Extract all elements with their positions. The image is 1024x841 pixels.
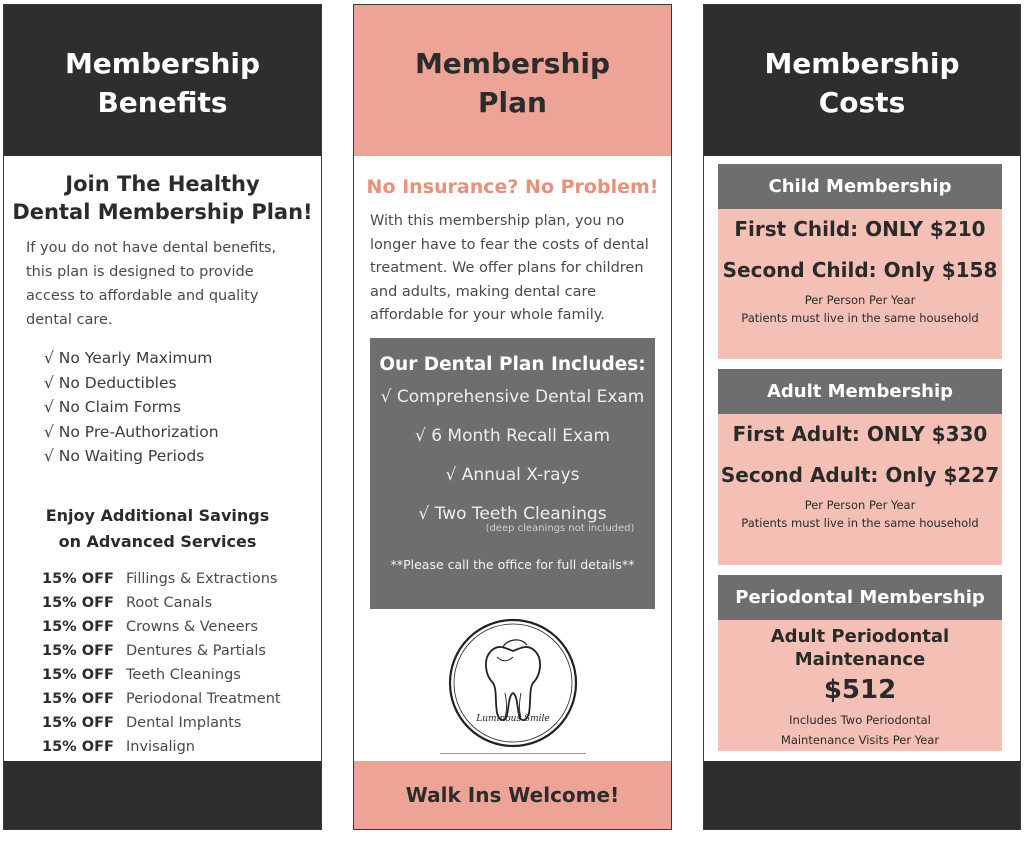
plan-tagline: No Insurance? No Problem!: [366, 176, 659, 198]
discount-label: 15% OFF: [42, 666, 114, 683]
benefits-header-title: Membership Benefits: [64, 46, 261, 119]
service-name: Crowns & Veneers: [126, 618, 259, 635]
call-note: **Please call the office for full details**: [390, 556, 635, 572]
child-note-household: Patients must live in the same household: [741, 311, 979, 325]
savings-row: [42, 663, 321, 687]
discount-label: 15% OFF: [42, 738, 114, 755]
savings-list: [4, 555, 321, 759]
savings-row: [42, 567, 321, 591]
first-adult-price: First Adult: ONLY $330: [732, 422, 988, 446]
periodontal-membership-card: [718, 575, 1002, 751]
adult-membership-card: [718, 369, 1002, 565]
second-adult-price: Second Adult: Only $227: [720, 463, 1000, 487]
benefits-panel: [3, 4, 322, 830]
check-item: √ No Yearly Maximum: [44, 349, 213, 367]
savings-row: [42, 687, 321, 711]
discount-label: 15% OFF: [42, 714, 114, 731]
savings-title-line2: on Advanced Services: [58, 531, 257, 551]
savings-row: [42, 591, 321, 615]
savings-row: [42, 735, 321, 759]
periodontal-subtitle: [718, 625, 1002, 671]
savings-title: [4, 503, 321, 555]
service-name: Invisalign: [126, 738, 195, 755]
service-name: Dentures & Partials: [126, 642, 266, 659]
discount-label: 15% OFF: [42, 642, 114, 659]
benefits-footer: [4, 761, 321, 829]
savings-row: [42, 615, 321, 639]
savings-row: [42, 639, 321, 663]
benefits-title: [4, 170, 321, 226]
plan-include-item: √ 6 Month Recall Exam: [414, 425, 611, 446]
plan-includes-box: [370, 338, 655, 609]
service-name: Root Canals: [126, 594, 213, 611]
discount-label: 15% OFF: [42, 594, 114, 611]
plan-header: [354, 5, 671, 156]
check-item: √ No Pre-Authorization: [44, 422, 219, 441]
adult-membership-title: Adult Membership: [718, 369, 1002, 414]
plan-footer: [354, 761, 671, 829]
periodontal-membership-title: Periodontal Membership: [718, 575, 1002, 620]
benefits-header: [4, 5, 321, 156]
plan-include-item: √ Two Teeth Cleanings: [418, 503, 607, 524]
adult-note-per-person: Per Person Per Year: [804, 498, 916, 512]
plan-include-item: √ Annual X-rays: [445, 464, 580, 485]
cleaning-note: (deep cleanings not included): [485, 522, 635, 534]
child-membership-card: [718, 164, 1002, 359]
child-note-per-person: Per Person Per Year: [804, 293, 916, 307]
discount-label: 15% OFF: [42, 570, 114, 587]
walk-ins-text: Walk Ins Welcome!: [405, 783, 620, 807]
check-item: √ No Waiting Periods: [44, 447, 205, 465]
discount-label: 15% OFF: [42, 690, 114, 707]
check-item: √ No Deductibles: [44, 373, 177, 392]
service-name: Teeth Cleanings: [126, 666, 241, 683]
benefits-intro: If you do not have dental benefits, this plan is designed to provide access to affordable and quality dental care.: [26, 240, 277, 328]
periodontal-note-line1: Includes Two Periodontal: [789, 713, 931, 727]
child-membership-title: Child Membership: [718, 164, 1002, 209]
second-child-price: Second Child: Only $158: [722, 258, 998, 282]
costs-footer: [704, 761, 1020, 829]
service-name: Fillings & Extractions: [126, 570, 278, 587]
plan-description: With this membership plan, you no longer have to fear the costs of dental treatment. We offer plans for children and adults, making dental care affordable for your whole family.: [370, 213, 649, 323]
discount-label: 15% OFF: [42, 618, 114, 635]
periodontal-subtitle-line1: Adult Periodontal: [770, 626, 950, 647]
service-name: Periodonal Treatment: [126, 690, 281, 707]
logo-text: Luminous Smile: [476, 714, 550, 724]
logo-divider: [440, 753, 586, 754]
tooth-logo-icon: [447, 617, 579, 749]
plan-includes-title: Our Dental Plan Includes:: [379, 353, 646, 375]
first-child-price: First Child: ONLY $210: [734, 217, 986, 241]
periodontal-subtitle-line2: Maintenance: [794, 649, 926, 670]
periodontal-price: $512: [823, 675, 897, 705]
plan-header-title: Membership Plan: [414, 46, 611, 119]
periodontal-note-line2: Maintenance Visits Per Year: [780, 733, 940, 747]
plan-include-item: √ Comprehensive Dental Exam: [380, 386, 645, 407]
benefits-checklist: [4, 332, 321, 469]
costs-header: [704, 5, 1020, 156]
costs-panel: [703, 4, 1021, 830]
service-name: Dental Implants: [126, 714, 242, 731]
savings-row: [42, 711, 321, 735]
check-item: √ No Claim Forms: [44, 398, 181, 416]
adult-note-household: Patients must live in the same household: [741, 516, 979, 530]
costs-header-title: Membership Costs: [764, 46, 960, 119]
benefits-title-line2: Dental Membership Plan!: [12, 200, 313, 224]
savings-title-line1: Enjoy Additional Savings: [45, 505, 270, 525]
benefits-title-line1: Join The Healthy: [65, 172, 260, 196]
plan-panel: [353, 4, 672, 830]
